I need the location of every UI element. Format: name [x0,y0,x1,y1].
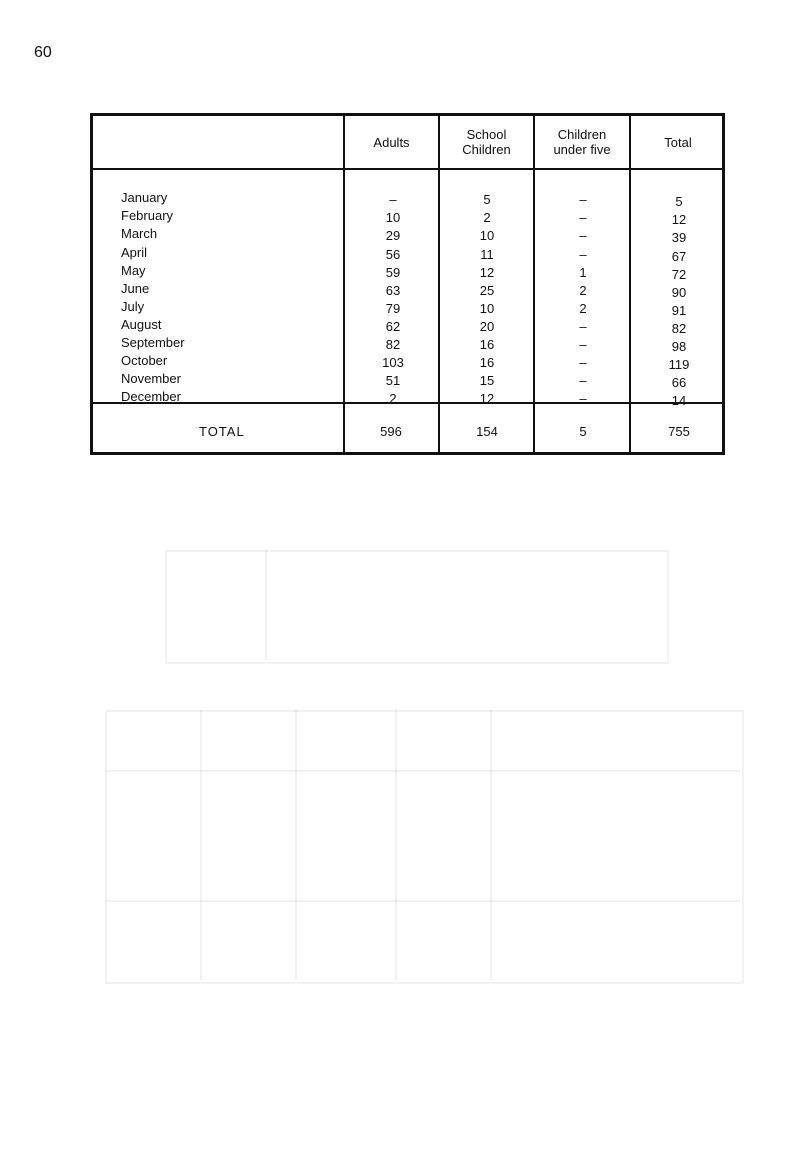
cell-school-children: 16 [479,355,495,370]
total-label: TOTAL [199,424,245,439]
cell-school-children: 16 [479,337,495,352]
cell-under-five: – [579,192,587,207]
cell-adults: 51 [385,373,401,388]
cell-adults: 59 [385,265,401,280]
reverse-page-bleed [105,470,745,980]
row-month: August [121,317,162,332]
cell-adults: 56 [385,247,401,262]
cell-school-children: 2 [483,210,491,225]
cell-under-five: – [579,210,587,225]
cell-under-five: – [579,355,587,370]
row-month: May [121,263,146,278]
header-school-children-label: School Children [462,127,511,157]
cell-school-children: 12 [479,265,495,280]
row-month: June [121,281,150,296]
cell-school-children: 20 [479,319,495,334]
cell-under-five: – [579,391,587,406]
cell-under-five: 2 [579,301,587,316]
header-children-under-five [535,116,629,168]
cell-total: 119 [668,357,690,372]
cell-adults: 79 [385,301,401,316]
row-month: July [121,299,145,314]
cell-total: 14 [671,393,687,408]
row-month: September [121,335,185,350]
cell-school-children: 5 [483,192,491,207]
row-month: February [121,208,174,223]
cell-adults: 62 [385,319,401,334]
row-month: November [121,371,181,386]
cell-adults: 63 [385,283,401,298]
cell-under-five: – [579,228,587,243]
header-adults: Adults [373,134,410,150]
cell-under-five: – [579,247,587,262]
cell-school-children: 12 [479,391,495,406]
cell-under-five: 2 [579,283,587,298]
header-children-under-five-label: Children under five [553,127,611,157]
row-month: December [121,389,181,404]
total-school-children: 154 [476,424,498,439]
cell-total: 90 [671,285,687,300]
cell-school-children: 11 [480,247,494,262]
header-total: Total [664,134,692,150]
cell-school-children: 10 [479,228,495,243]
cell-total: 91 [671,303,687,318]
cell-under-five: – [579,373,587,388]
cell-adults: 82 [385,337,401,352]
cell-adults: – [389,192,397,207]
cell-school-children: 25 [479,283,495,298]
cell-total: 82 [671,321,687,336]
row-month: October [121,353,168,368]
row-month: March [121,226,158,241]
cell-adults: 2 [389,391,397,406]
cell-total: 66 [671,375,687,390]
cell-under-five: 1 [579,265,587,280]
cell-under-five: – [579,337,587,352]
cell-total: 5 [675,194,683,209]
cell-school-children: 15 [479,373,495,388]
cell-adults: 10 [385,210,401,225]
cell-adults: 29 [385,228,401,243]
page-number: 60 [34,44,52,61]
row-month: April [121,245,148,260]
cell-under-five: – [579,319,587,334]
total-total: 755 [668,424,690,439]
header-school-children [440,116,533,168]
cell-total: 12 [671,212,687,227]
cell-total: 39 [671,230,687,245]
cell-total: 72 [671,267,687,282]
cell-total: 67 [671,249,687,264]
row-month: January [121,190,168,205]
header-divider [93,168,722,170]
monthly-counts-table [90,113,725,455]
total-under-five: 5 [579,424,587,439]
total-adults: 596 [380,424,402,439]
cell-school-children: 10 [479,301,495,316]
cell-adults: 103 [382,355,404,370]
cell-total: 98 [671,339,687,354]
